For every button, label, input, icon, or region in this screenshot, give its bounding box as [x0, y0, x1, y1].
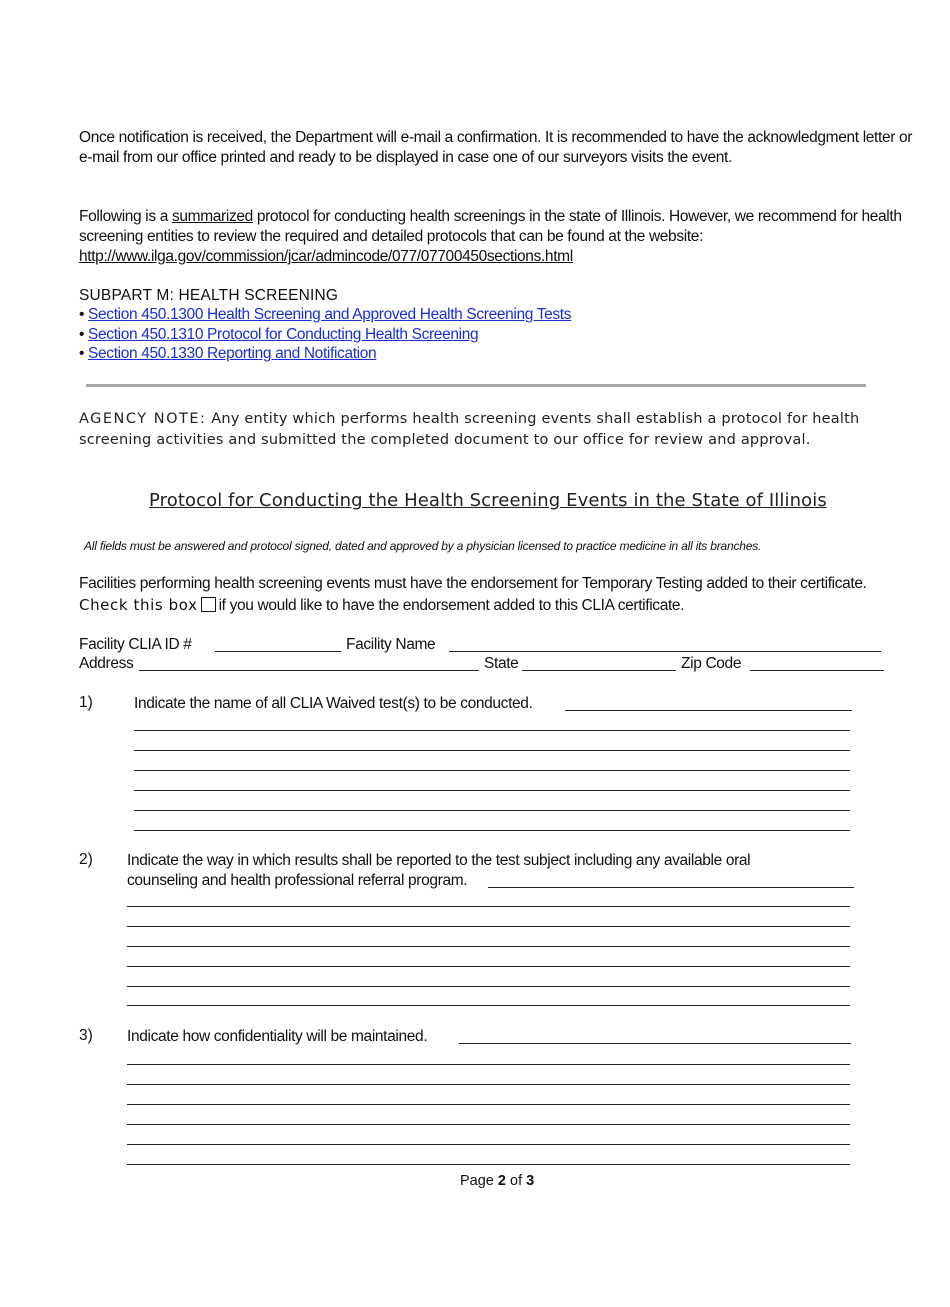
current-page: 2 [497, 1173, 506, 1189]
endorsement-checkbox[interactable] [201, 597, 216, 612]
section-1310-link[interactable]: Section 450.1310 Protocol for Conducting Health Screening [88, 326, 479, 343]
question-3-answer-line[interactable] [127, 1104, 850, 1105]
check-label: Check this box [79, 596, 198, 614]
address-input[interactable] [139, 670, 479, 671]
form-instructions: All fields must be answered and protocol signed, dated and approved by a physician licensed to practice medicine in all its branches. [84, 539, 762, 553]
intro-p2-after: protocol for conducting health screenings in the state of Illinois. However, we recommend for health screening entities to review the required and detailed protocols that can be found at the website: [79, 208, 902, 245]
total-pages: 3 [526, 1173, 535, 1189]
intro-paragraph-2 [79, 207, 924, 267]
question-2-answer-line[interactable] [127, 946, 850, 947]
subpart-link-row-1 [79, 305, 571, 325]
bullet: • [79, 306, 85, 323]
question-2-answer-line[interactable] [127, 906, 850, 907]
question-2-answer-line[interactable] [127, 966, 850, 967]
bullet: • [79, 326, 85, 343]
page-number [460, 1173, 534, 1189]
agency-note-text-1: Any entity which performs health screening events shall establish a protocol for health [206, 411, 860, 427]
intro-paragraph-1 [79, 128, 919, 168]
question-2-answer-line[interactable] [127, 926, 850, 927]
question-1-number: 1) [79, 694, 93, 711]
agency-note-label: AGENCY NOTE: [79, 411, 207, 427]
horizontal-divider [86, 384, 866, 387]
question-3-answer-line[interactable] [127, 1144, 850, 1145]
form-title: Protocol for Conducting the Health Screening Events in the State of Illinois [149, 490, 827, 511]
state-label: State [484, 655, 519, 672]
section-1300-link[interactable]: Section 450.1300 Health Screening and Approved Health Screening Tests [88, 306, 572, 323]
question-3-answer-line[interactable] [127, 1064, 850, 1065]
question-2-text-line-1: Indicate the way in which results shall be reported to the test subject including any available oral [127, 852, 751, 869]
of-word: of [510, 1173, 523, 1189]
state-input[interactable] [522, 670, 676, 671]
question-1-answer-line[interactable] [134, 770, 850, 771]
subpart-title: SUBPART M: HEALTH SCREENING [79, 287, 339, 304]
clia-id-input[interactable] [215, 651, 341, 652]
zip-label: Zip Code [681, 655, 742, 672]
question-1-text: Indicate the name of all CLIA Waived test(s) to be conducted. [134, 695, 533, 712]
agency-note-line-2: screening activities and submitted the completed document to our office for review and approval. [79, 432, 811, 448]
intro-p2-before: Following is a [79, 208, 172, 225]
intro-paragraph-1-text: Once notification is received, the Department will e-mail a confirmation. It is recommended to have the acknowledgment letter or e-mail from our office printed and ready to be displayed in case one of our surveyors visits the event. [79, 129, 913, 166]
question-1-answer-line[interactable] [134, 810, 850, 811]
question-3-number: 3) [79, 1027, 93, 1044]
question-1-answer-line[interactable] [134, 790, 850, 791]
address-label: Address [79, 655, 134, 672]
question-2-answer-line[interactable] [127, 1005, 850, 1006]
website-link[interactable]: http://www.ilga.gov/commission/jcar/admincode/077/07700450sections.html [79, 248, 573, 265]
question-3-answer-line[interactable] [127, 1124, 850, 1125]
zip-input[interactable] [750, 670, 884, 671]
question-3-answer-line[interactable] [127, 1164, 850, 1165]
agency-note-line-1 [79, 409, 859, 429]
check-after-text: if you would like to have the endorsement added to this CLIA certificate. [218, 597, 685, 614]
question-3-answer-line[interactable] [127, 1084, 850, 1085]
question-1-answer-line[interactable] [134, 750, 850, 751]
facility-name-input[interactable] [449, 651, 881, 652]
question-2-answer-line[interactable] [127, 986, 850, 987]
endorsement-line-2 [79, 595, 684, 616]
question-2-answer-line[interactable] [488, 887, 854, 888]
endorsement-line-1: Facilities performing health screening events must have the endorsement for Temporary Testing added to their certificate. [79, 575, 867, 592]
intro-p2-underlined: summarized [171, 208, 253, 225]
clia-id-label: Facility CLIA ID # [79, 636, 192, 653]
page-word: Page [460, 1173, 494, 1189]
question-2-number: 2) [79, 851, 93, 868]
section-1330-link[interactable]: Section 450.1330 Reporting and Notification [88, 345, 377, 362]
question-1-answer-line[interactable] [565, 710, 852, 711]
question-3-answer-line[interactable] [459, 1043, 851, 1044]
question-3-text: Indicate how confidentiality will be maintained. [127, 1028, 428, 1045]
question-2-text-line-2: counseling and health professional referral program. [127, 872, 468, 889]
facility-name-label: Facility Name [346, 636, 436, 653]
subpart-link-row-3 [79, 344, 376, 364]
question-1-answer-line[interactable] [134, 730, 850, 731]
bullet: • [79, 345, 85, 362]
question-1-answer-line[interactable] [134, 830, 850, 831]
subpart-link-row-2 [79, 325, 478, 345]
